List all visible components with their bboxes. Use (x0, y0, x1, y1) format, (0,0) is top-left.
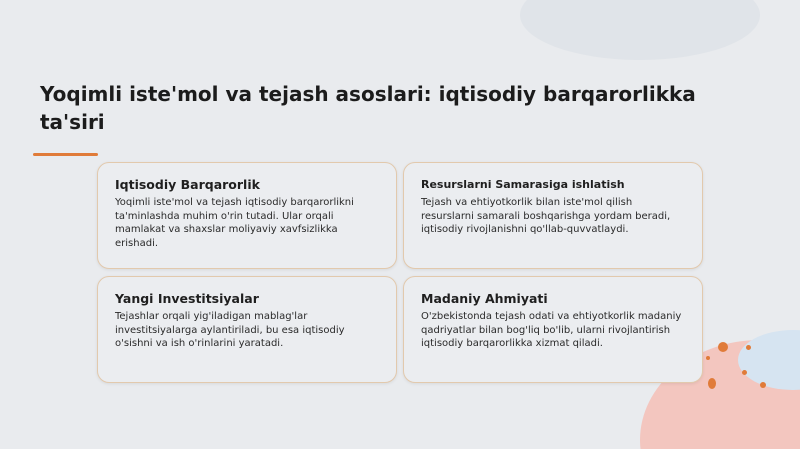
card-heading: Resurslarni Samarasiga ishlatish (421, 178, 625, 191)
card-text: Tejash va ehtiyotkorlik bilan iste'mol qilish resurslarni samarali boshqarishga yordam beradi, iqtisodiy rivojlanishni qo'llab-quvvatlaydi. (421, 197, 671, 236)
title-accent-underline (33, 153, 98, 156)
card-heading: Madaniy Ahmiyati (421, 291, 548, 306)
card-yangi-investitsiyalar (97, 276, 397, 383)
decor-dot (742, 370, 747, 375)
card-resurslarni-samarasiga (403, 162, 703, 269)
decor-dot (708, 378, 716, 389)
decor-dot (760, 382, 766, 388)
card-madaniy-ahmiyati (403, 276, 703, 383)
card-iqtisodiy-barqarorlik (97, 162, 397, 269)
card-heading: Yangi Investitsiyalar (115, 291, 259, 306)
card-text: Tejashlar orqali yig'iladigan mablag'lar investitsiyalarga aylantiriladi, bu esa iqtisodiy o'sishni va ish o'rinlarini yaratadi. (115, 311, 345, 350)
card-text: O'zbekistonda tejash odati va ehtiyotkorlik madaniy qadriyatlar bilan bog'liq bo'lib, ularni rivojlantirish iqtisodiy barqarorlikka xizmat qiladi. (421, 311, 682, 350)
slide-title: Yoqimli iste'mol va tejash asoslari: iqtisodiy barqarorlikka ta'siri (40, 82, 696, 134)
background-decor-top (520, 0, 760, 60)
card-heading: Iqtisodiy Barqarorlik (115, 177, 260, 192)
card-text: Yoqimli iste'mol va tejash iqtisodiy barqarorlikni ta'minlashda muhim o'rin tutadi. Ular orqali mamlakat va shaxslar moliyaviy xavfsizlikka erishadi. (115, 197, 354, 249)
decor-dot (706, 356, 710, 360)
decor-dot (718, 342, 728, 352)
decor-dot (746, 345, 751, 350)
